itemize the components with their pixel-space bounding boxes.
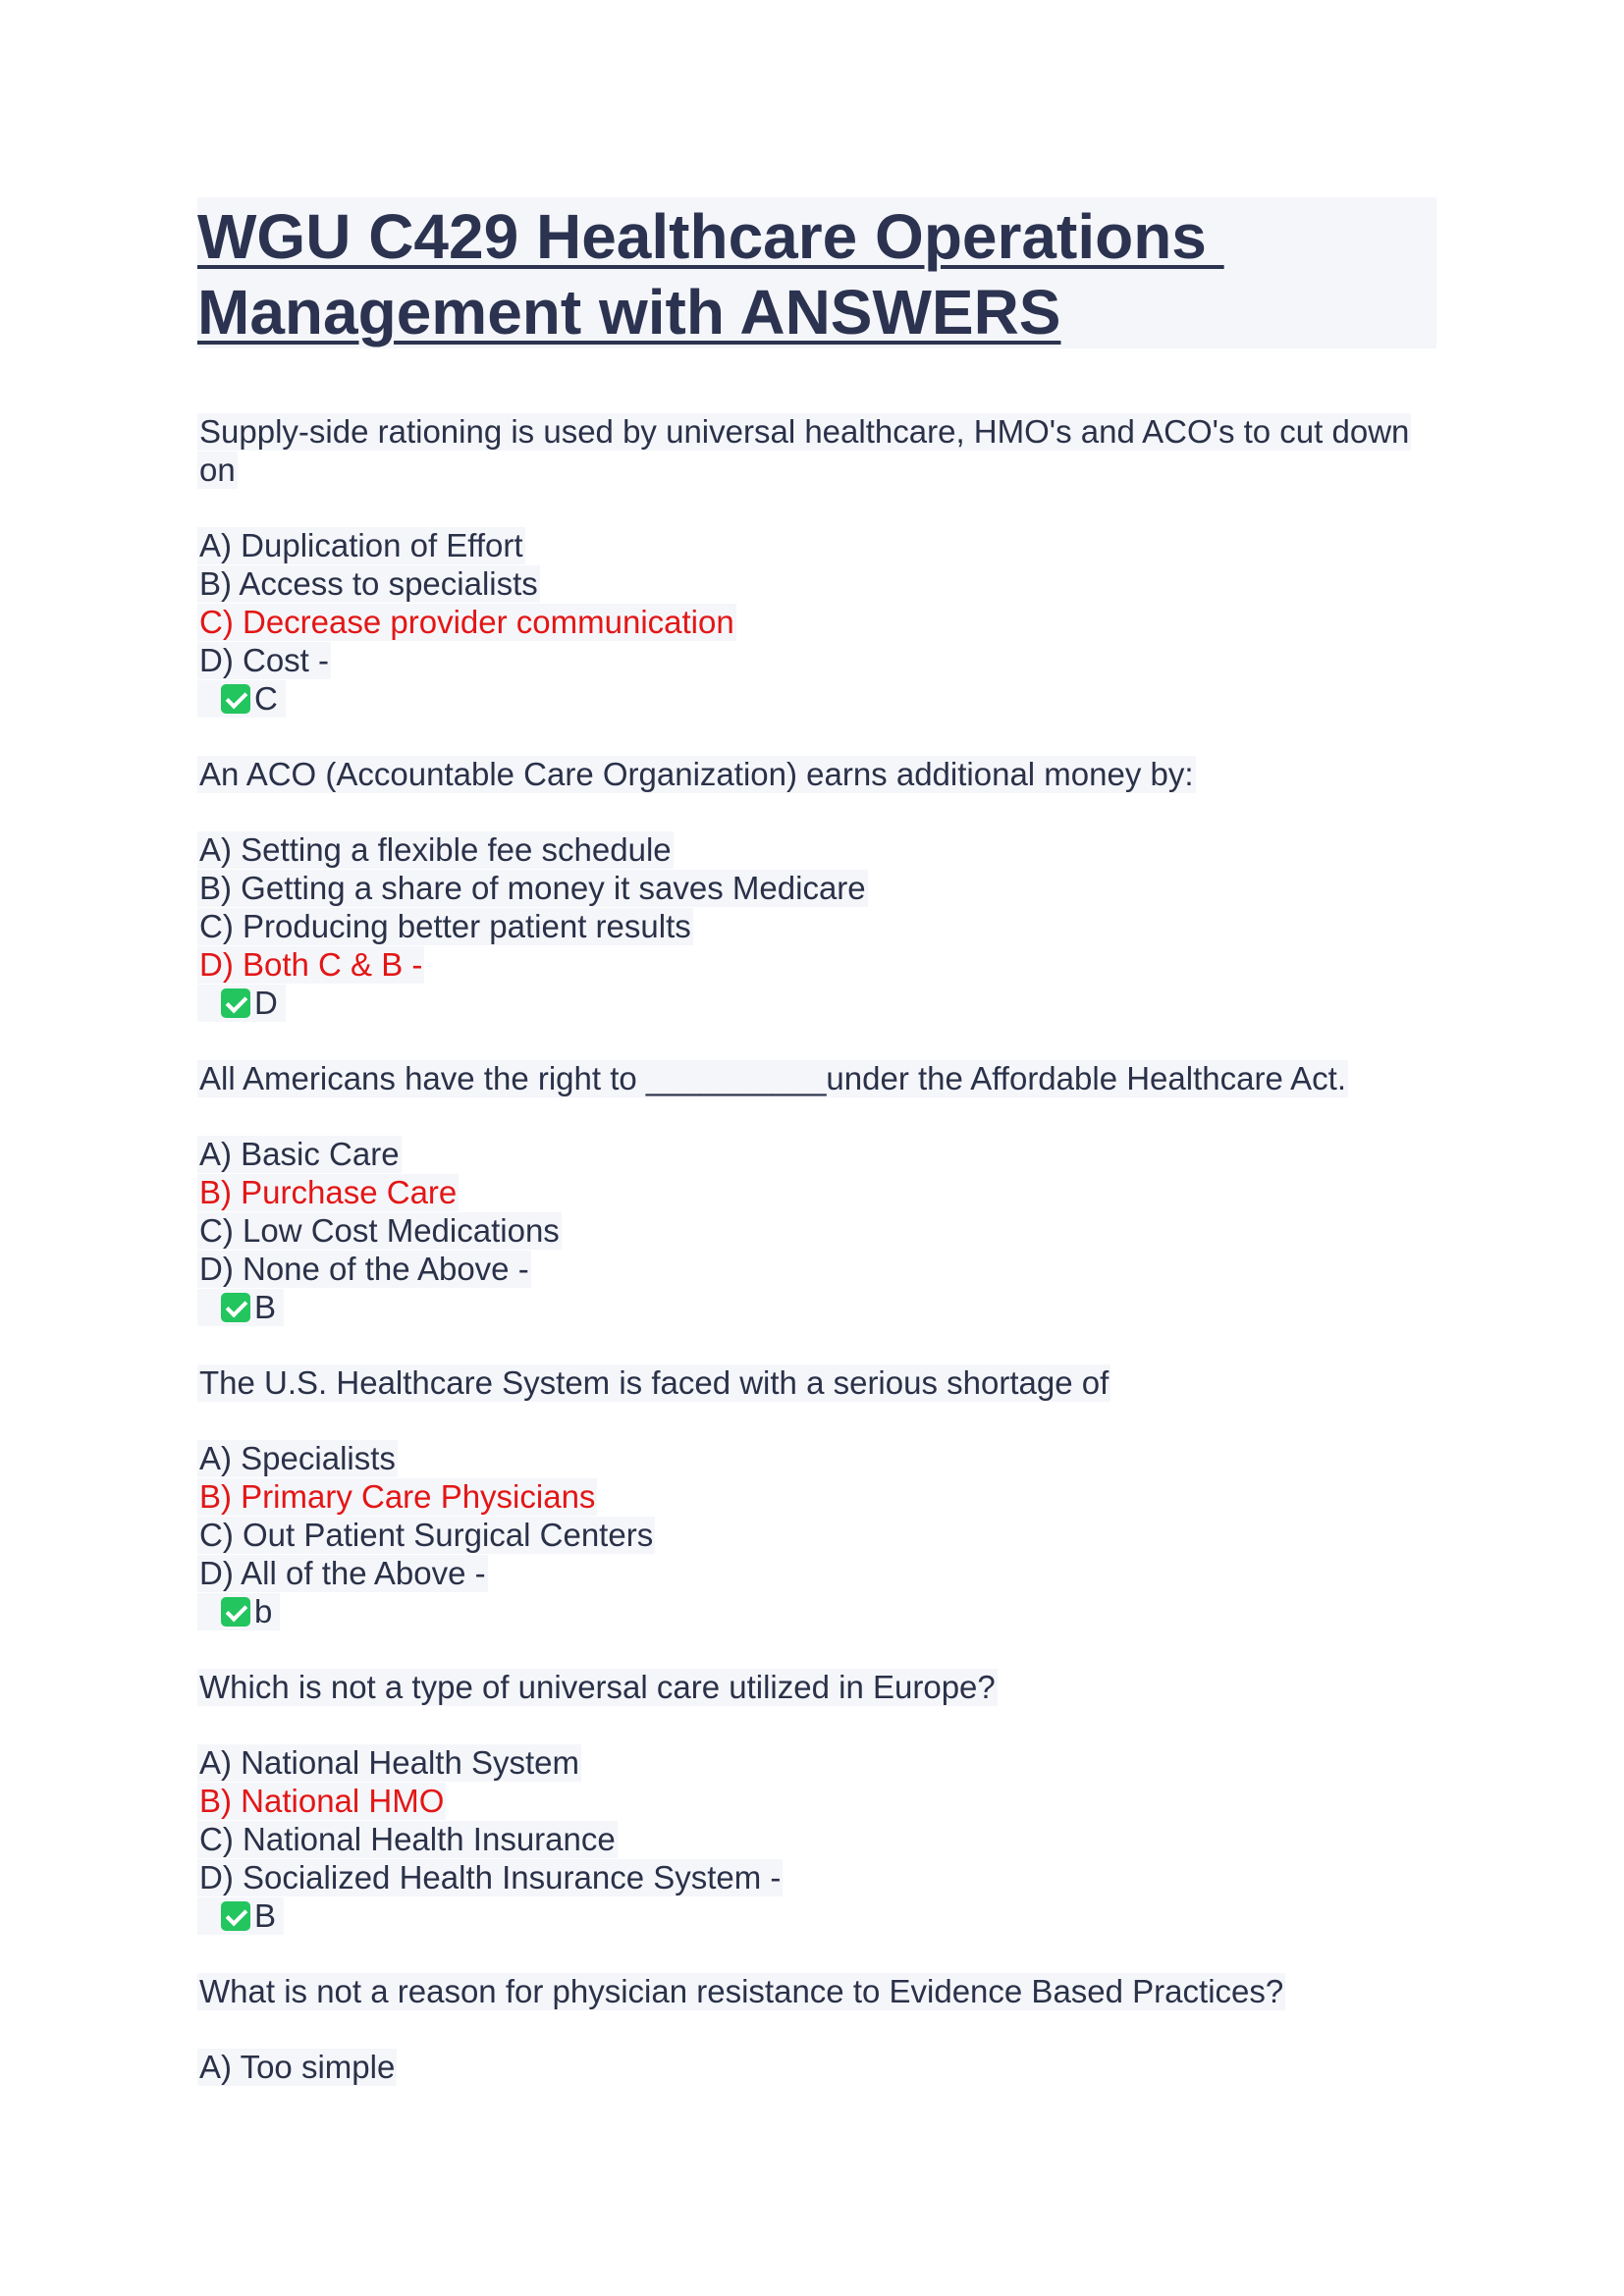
document-title-line-1: WGU C429 Healthcare Operations: [197, 201, 1224, 272]
question-5-option-c: C) National Health Insurance: [199, 1821, 616, 1857]
question-2-option-b: B) Getting a share of money it saves Medicare: [199, 870, 866, 906]
question-3-option-d: D) None of the Above -: [199, 1251, 529, 1287]
question-5-option-b-correct: B) National HMO: [199, 1783, 445, 1819]
question-1-option-a: A) Duplication of Effort: [199, 527, 523, 563]
question-1-text-line-1: Supply-side rationing is used by universal healthcare, HMO's and ACO's to cut down: [199, 413, 1410, 450]
question-5-option-a: A) National Health System: [199, 1744, 579, 1781]
question-2-option-a: A) Setting a flexible fee schedule: [199, 831, 672, 868]
document-title-line-2: Management with ANSWERS: [197, 277, 1061, 347]
question-3-option-a: A) Basic Care: [199, 1136, 400, 1172]
check-mark-icon: [221, 684, 250, 714]
question-5-option-d: D) Socialized Health Insurance System -: [199, 1859, 782, 1896]
question-4-text-line-1: The U.S. Healthcare System is faced with a serious shortage of: [199, 1364, 1110, 1401]
question-3-text-line-1: All Americans have the right to __________under the Affordable Healthcare Act.: [199, 1060, 1347, 1096]
question-6-text-line-1: What is not a reason for physician resistance to Evidence Based Practices?: [199, 1973, 1284, 2009]
question-3-option-c: C) Low Cost Medications: [199, 1212, 560, 1249]
question-1-text-line-2: on: [199, 452, 236, 488]
question-5-answer-value: B: [254, 1897, 277, 1934]
question-3-answer: [197, 1289, 284, 1326]
question-1-answer-value: C: [254, 680, 278, 717]
question-1-answer: [197, 680, 286, 718]
question-4-option-c: C) Out Patient Surgical Centers: [199, 1517, 654, 1553]
question-2-option-c: C) Producing better patient results: [199, 908, 691, 944]
check-mark-icon: [221, 1293, 250, 1322]
question-2-answer-value: D: [254, 985, 278, 1021]
question-3-answer-value: B: [254, 1289, 277, 1325]
question-2-option-d-correct: D) Both C & B -: [199, 946, 423, 983]
question-4-answer-value: b: [254, 1593, 273, 1629]
question-4-option-d: D) All of the Above -: [199, 1555, 486, 1591]
question-1-option-b: B) Access to specialists: [199, 565, 538, 602]
check-mark-icon: [221, 988, 250, 1018]
question-6-option-a: A) Too simple: [199, 2049, 396, 2085]
question-2-answer: [197, 985, 286, 1022]
question-4-option-b-correct: B) Primary Care Physicians: [199, 1478, 596, 1515]
question-3-option-b-correct: B) Purchase Care: [199, 1174, 458, 1210]
question-2-text-line-1: An ACO (Accountable Care Organization) earns additional money by:: [199, 756, 1194, 792]
question-4-option-a: A) Specialists: [199, 1440, 396, 1476]
question-5-answer: [197, 1897, 284, 1935]
check-mark-icon: [221, 1597, 250, 1627]
check-mark-icon: [221, 1901, 250, 1931]
question-4-answer: [197, 1593, 280, 1630]
question-1-option-c-correct: C) Decrease provider communication: [199, 604, 734, 640]
question-5-text-line-1: Which is not a type of universal care utilized in Europe?: [199, 1669, 996, 1705]
question-1-option-d: D) Cost -: [199, 642, 329, 678]
